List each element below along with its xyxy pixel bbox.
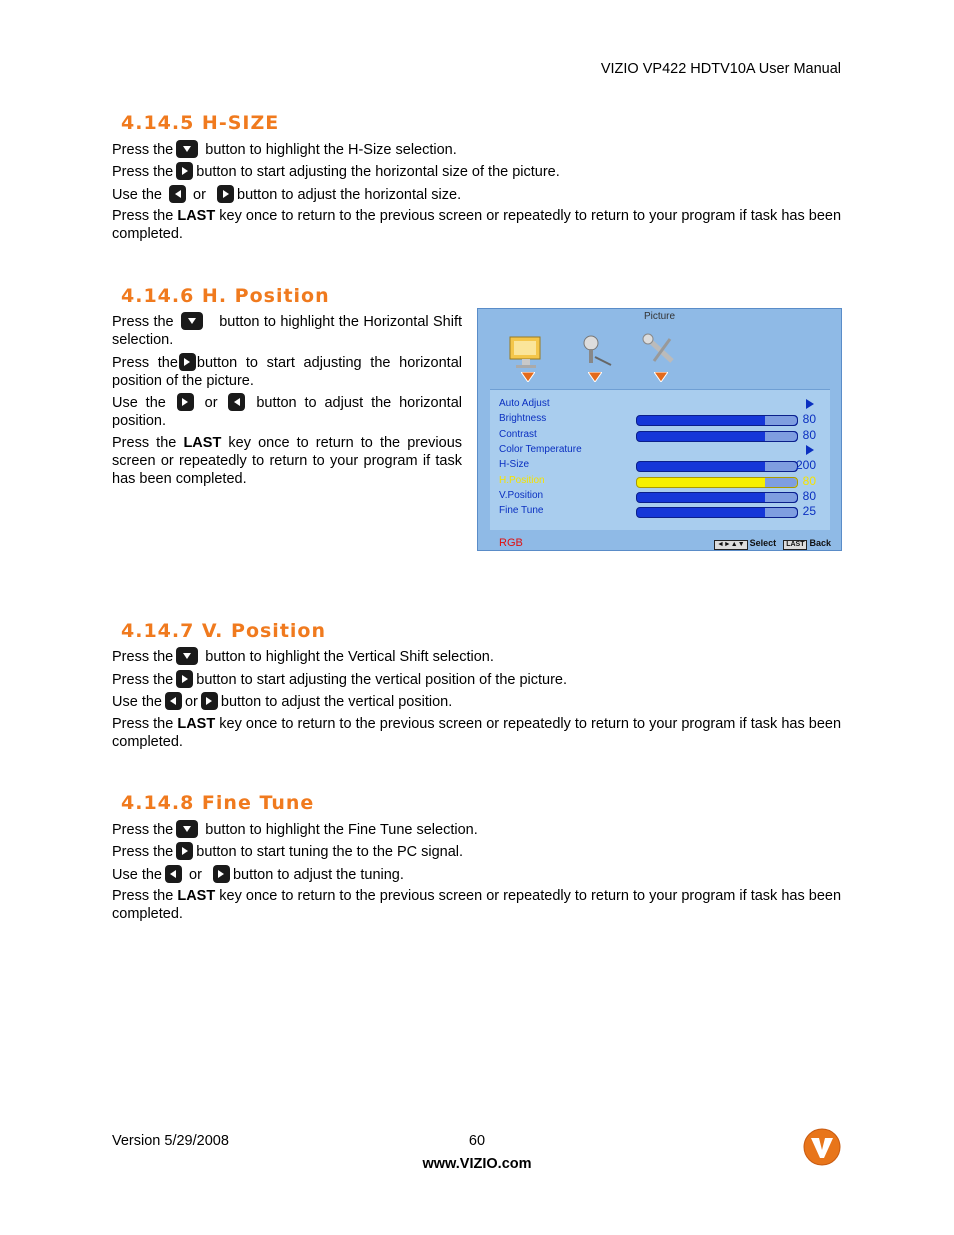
hsize-step-1: Press the button to highlight the H-Size selection. <box>112 142 457 158</box>
osd-item-value: 80 <box>802 488 816 503</box>
osd-item-label: Auto Adjust <box>499 398 550 409</box>
osd-title: Picture <box>643 311 676 322</box>
right-arrow-button-icon <box>176 842 193 860</box>
down-arrow-button-icon <box>176 140 198 158</box>
left-arrow-button-icon <box>228 393 245 411</box>
osd-item-level-bar <box>636 492 798 503</box>
submenu-arrow-icon <box>806 399 814 409</box>
right-arrow-button-icon <box>176 670 193 688</box>
settings-tools-icon <box>640 331 684 371</box>
footer-website: www.VIZIO.com <box>422 1156 532 1172</box>
osd-help-bar: ◄►▲▼ Select LAST Back <box>712 538 831 550</box>
chevron-down-icon <box>521 372 535 382</box>
footer-version: Version 5/29/2008 <box>112 1133 229 1149</box>
osd-item-value: 80 <box>802 427 816 442</box>
fine-step-2: Press the button to start tuning the to the PC signal. <box>112 844 464 860</box>
right-arrow-button-icon <box>176 162 193 180</box>
footer-page-number: 60 <box>468 1133 486 1149</box>
osd-item-label: Color Temperature <box>499 443 582 455</box>
down-arrow-button-icon <box>176 820 198 838</box>
section-title-hposition: 4.14.6 H. Position <box>121 285 330 307</box>
left-arrow-button-icon <box>165 692 182 710</box>
right-arrow-button-icon <box>179 353 196 371</box>
section-title-hsize: 4.14.5 H-SIZE <box>121 112 280 134</box>
down-arrow-button-icon <box>176 647 198 665</box>
osd-item-level-bar <box>636 477 798 488</box>
osd-picture-menu <box>477 308 842 551</box>
osd-item-level-bar <box>636 415 798 426</box>
vizio-logo-icon <box>803 1128 841 1166</box>
right-arrow-button-icon <box>201 692 218 710</box>
right-arrow-button-icon <box>177 393 194 411</box>
osd-item-value: 200 <box>795 458 816 473</box>
fine-step-1: Press the button to highlight the Fine Tune selection. <box>112 822 478 838</box>
nav-keys-icon: ◄►▲▼ <box>714 540 748 550</box>
osd-item-label: Contrast <box>499 428 537 440</box>
hsize-step-4: Press the LAST key once to return to the previous screen or repeatedly to return to your program if task has been completed. <box>112 208 842 242</box>
osd-item-level-bar <box>636 507 798 518</box>
vpos-step-1: Press the button to highlight the Vertical Shift selection. <box>112 649 494 665</box>
osd-item-label: V.Position <box>499 489 544 501</box>
osd-source: RGB <box>499 537 523 549</box>
vpos-step-3: Use the or button to adjust the vertical position. <box>112 694 453 710</box>
osd-item-value: 80 <box>802 473 816 488</box>
hpos-step-1: Press the button to highlight the Horizontal Shift selection. <box>112 314 463 348</box>
vpos-step-4: Press the LAST key once to return to the previous screen or repeatedly to return to your program if task has been completed. <box>112 716 842 750</box>
left-arrow-button-icon <box>169 185 186 203</box>
fine-step-3: Use the or button to adjust the tuning. <box>112 867 404 883</box>
osd-item-label: H.Position <box>499 474 545 486</box>
hpos-step-4: Press the LAST key once to return to the previous screen or repeatedly to return to your program if task has been completed. <box>112 435 463 487</box>
right-arrow-button-icon <box>213 865 230 883</box>
hpos-step-3: Use the or button to adjust the horizontal position. <box>112 395 462 429</box>
down-arrow-button-icon <box>181 312 203 330</box>
hsize-step-3: Use the or button to adjust the horizontal size. <box>112 187 462 203</box>
osd-item-level-bar <box>636 461 798 472</box>
right-arrow-button-icon <box>217 185 234 203</box>
section-title-finetune: 4.14.8 Fine Tune <box>121 792 315 814</box>
picture-icon <box>506 331 550 371</box>
chevron-down-icon <box>654 372 668 382</box>
osd-item-level-bar <box>636 431 798 442</box>
osd-item-label: H-Size <box>499 459 530 471</box>
submenu-arrow-icon <box>806 445 814 455</box>
vpos-step-2: Press the button to start adjusting the vertical position of the picture. <box>112 672 568 688</box>
fine-step-4: Press the LAST key once to return to the previous screen or repeatedly to return to your program if task has been completed. <box>112 888 842 922</box>
osd-menu-list <box>490 389 830 530</box>
hsize-step-2: Press the button to start adjusting the horizontal size of the picture. <box>112 164 560 180</box>
osd-item-value: 80 <box>802 412 816 427</box>
osd-item-label: Fine Tune <box>499 505 544 517</box>
section-title-vposition: 4.14.7 V. Position <box>121 620 326 642</box>
osd-item-value: 25 <box>802 504 816 519</box>
page-header: VIZIO VP422 HDTV10A User Manual <box>600 61 841 77</box>
audio-icon <box>575 331 619 371</box>
osd-item-label: Brightness <box>499 413 547 425</box>
chevron-down-icon <box>588 372 602 382</box>
hpos-step-2: Press the button to start adjusting the horizontal position of the picture. <box>112 355 462 389</box>
left-arrow-button-icon <box>165 865 182 883</box>
